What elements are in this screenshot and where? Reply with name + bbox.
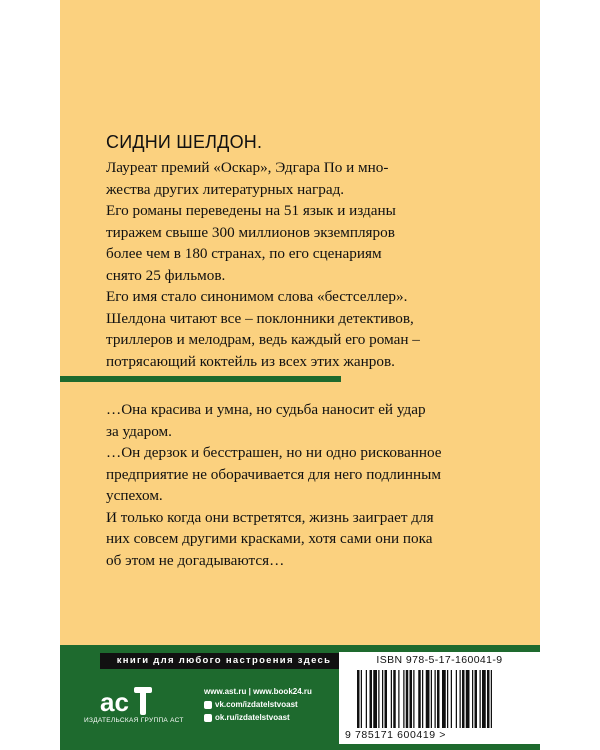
bio-line: тиражем свыше 300 миллионов экземпляров xyxy=(106,223,395,241)
bio-line: более чем в 180 странах, по его сценариям xyxy=(106,245,382,262)
bio-line: Шелдона читают все – поклонники детективов, xyxy=(106,309,414,327)
bio-line: потрясающий коктейль из всех этих жанров. xyxy=(106,352,395,370)
book-back-cover xyxy=(60,0,540,750)
ok-icon xyxy=(204,714,212,722)
plot-line: за ударом. xyxy=(106,422,172,440)
bio-line: Лауреат премий «Оскар», Эдгара По и мно- xyxy=(106,159,389,176)
website-text: www.ast.ru | www.book24.ru xyxy=(204,687,312,696)
section-divider xyxy=(60,376,341,382)
barcode-icon xyxy=(357,670,531,728)
plot-line: об этом не догадываются… xyxy=(106,551,285,569)
isbn-text: ISBN 978-5-17-160041-9 xyxy=(376,654,503,666)
plot-line: успехом. xyxy=(106,487,163,504)
ok-link[interactable] xyxy=(204,711,312,724)
bio-line: Его имя стало синонимом слова «бестселлер». xyxy=(106,288,408,305)
publisher-footer xyxy=(60,645,540,750)
plot-line: них совсем другими красками, хотя сами они пока xyxy=(106,530,433,547)
barcode-digits: 9 785171 600419 > xyxy=(345,729,446,741)
author-name: СИДНИ ШЕЛДОН. xyxy=(106,132,263,152)
publisher-links xyxy=(204,685,312,724)
svg-text:ac: ac xyxy=(100,687,129,717)
ok-text: ok.ru/izdatelstvoast xyxy=(215,713,290,722)
bio-line: триллеров и мелодрам, ведь каждый его роман – xyxy=(106,331,420,348)
plot-section xyxy=(106,399,506,571)
website-link[interactable] xyxy=(204,685,312,698)
vk-text: vk.com/izdatelstvoast xyxy=(215,700,298,709)
barcode-panel xyxy=(339,652,540,744)
plot-line: …Он дерзок и бесстрашен, но ни одно рискованное xyxy=(106,444,442,461)
bio-line: Его романы переведены на 51 язык и изданы xyxy=(106,202,396,219)
author-section xyxy=(106,131,506,372)
vk-link[interactable] xyxy=(204,698,312,711)
plot-line: И только когда они встретятся, жизнь заиграет для xyxy=(106,508,434,526)
plot-line: …Она красива и умна, но судьба наносит ей удар xyxy=(106,401,426,418)
bio-line: жества других литературных наград. xyxy=(106,180,345,198)
vk-icon xyxy=(204,701,212,709)
bio-line: снято 25 фильмов. xyxy=(106,266,226,284)
publisher-logo-icon xyxy=(96,681,166,739)
tagline-banner: книги для любого настроения здесь xyxy=(100,653,348,669)
plot-line: предприятие не оборачивается для него подлинным xyxy=(106,465,441,483)
publisher-caption: ИЗДАТЕЛЬСКАЯ ГРУППА АСТ xyxy=(84,717,184,724)
